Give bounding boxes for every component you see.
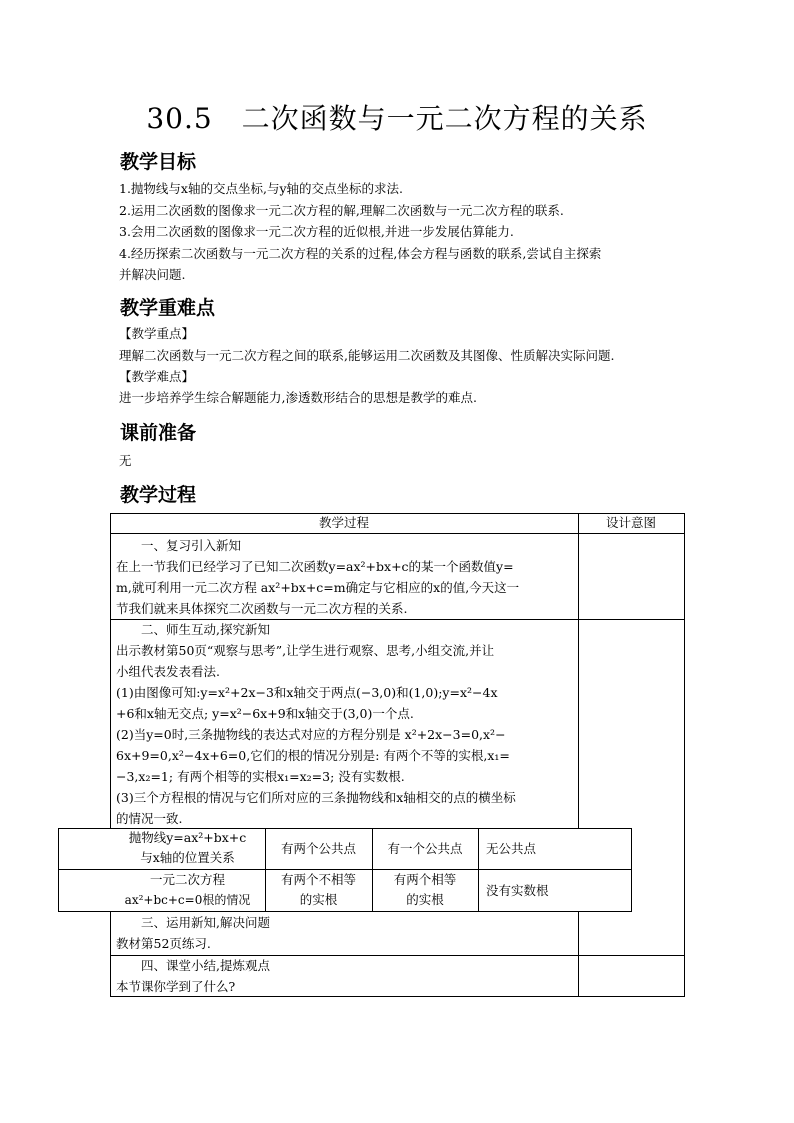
part1-line: m,就可利用一元二次方程 ax²+bx+c=m确定与它相应的x的值,今天这一 [116, 580, 520, 595]
key-points-heading: 教学重难点 [120, 297, 216, 319]
goal-item: 3.会用二次函数的图像求一元二次方程的近似根,并进一步发展估算能力. [119, 224, 514, 239]
part1-line: 节我们就来具体探究二次函数与一元二次方程的关系. [116, 601, 408, 616]
inner-r2-c1-line: 有两个不相等 [280, 872, 356, 887]
goal-item: 1.抛物线与x轴的交点坐标,与y轴的交点坐标的求法. [119, 181, 403, 196]
inner-r1-c3: 无公共点 [486, 841, 537, 856]
part2-line: (3)三个方程根的情况与它们所对应的三条抛物线和x轴相交的点的横坐标 [116, 790, 516, 805]
inner-row1-label-line: 与x轴的位置关系 [140, 850, 235, 865]
header-process: 教学过程 [318, 515, 369, 530]
part2-line: (1)由图像可知:y=x²+2x−3和x轴交于两点(−3,0)和(1,0);y=x²−4x [116, 685, 498, 700]
inner-r2-c2-line: 的实根 [406, 892, 444, 907]
inner-row2-label-line: 一元二次方程 [149, 872, 225, 887]
part3-cell [116, 912, 576, 954]
preparation-heading: 课前准备 [120, 422, 197, 444]
part1-line: 在上一节我们已经学习了已知二次函数y=ax²+bx+c的某一个函数值y= [116, 559, 514, 574]
goals-heading: 教学目标 [120, 151, 197, 173]
inner-row2-label-line: ax²+bc+c=0根的情况 [124, 893, 251, 907]
part2-line: 的情况一致. [116, 811, 183, 826]
inner-r1-c1: 有两个公共点 [280, 841, 356, 856]
part2-line: (2)当y=0时,三条抛物线的表达式对应的方程分别是 x²+2x−3=0,x²− [116, 727, 506, 742]
preparation-text: 无 [119, 453, 132, 468]
part4-heading: 四、课堂小结,提炼观点 [141, 958, 270, 973]
inner-row2-label [110, 870, 265, 910]
goal-item: 2.运用二次函数的图像求一元二次方程的解,理解二次函数与一元二次方程的联系. [119, 203, 564, 218]
part2-line: 出示教材第50页“观察与思考”,让学生进行观察、思考,小组交流,并让 [116, 643, 495, 658]
inner-row1-label-line: 抛物线y=ax²+bx+c [128, 830, 247, 845]
inner-r2-c2 [372, 870, 478, 910]
inner-r2-c3: 没有实数根 [486, 883, 549, 898]
difficulty-label: 【教学难点】 [119, 369, 195, 384]
process-heading: 教学过程 [120, 484, 197, 506]
header-design: 设计意图 [605, 515, 656, 530]
part3-heading: 三、运用新知,解决问题 [141, 915, 270, 930]
key-point-label: 【教学重点】 [119, 326, 195, 341]
goal-item: 4.经历探索二次函数与一元二次方程的关系的过程,体会方程与函数的联系,尝试自主探索 [119, 246, 602, 261]
part4-line: 本节课你学到了什么? [116, 979, 236, 994]
inner-r2-c1 [265, 870, 372, 910]
inner-r2-c2-line: 有两个相等 [393, 872, 457, 887]
part2-heading: 二、师生互动,探究新知 [141, 622, 270, 637]
inner-row1-label [110, 828, 265, 868]
part2-line: −3,x₂=1; 有两个相等的实根x₁=x₂=3; 没有实数根. [116, 769, 405, 784]
part4-cell [116, 955, 576, 997]
goal-item: 并解决问题. [119, 267, 186, 282]
part2-cell [116, 619, 576, 829]
part2-line: 6x+9=0,x²−4x+6=0,它们的根的情况分别是: 有两个不等的实根,x₁= [116, 748, 510, 763]
inner-r1-c2: 有一个公共点 [387, 841, 463, 856]
page-title: 30.5 二次函数与一元二次方程的关系 [146, 102, 648, 135]
difficulty-text: 进一步培养学生综合解题能力,渗透数形结合的思想是教学的难点. [119, 390, 477, 405]
key-point-text: 理解二次函数与一元二次方程之间的联系,能够运用二次函数及其图像、性质解决实际问题. [119, 348, 615, 363]
part2-line: +6和x轴无交点; y=x²−6x+9和x轴交于(3,0)一个点. [116, 706, 414, 721]
part2-line: 小组代表发表看法. [116, 664, 220, 679]
part3-line: 教材第52页练习. [116, 936, 211, 951]
part1-heading: 一、复习引入新知 [141, 538, 242, 553]
part1-cell [116, 535, 576, 619]
inner-r2-c1-line: 的实根 [299, 892, 338, 907]
